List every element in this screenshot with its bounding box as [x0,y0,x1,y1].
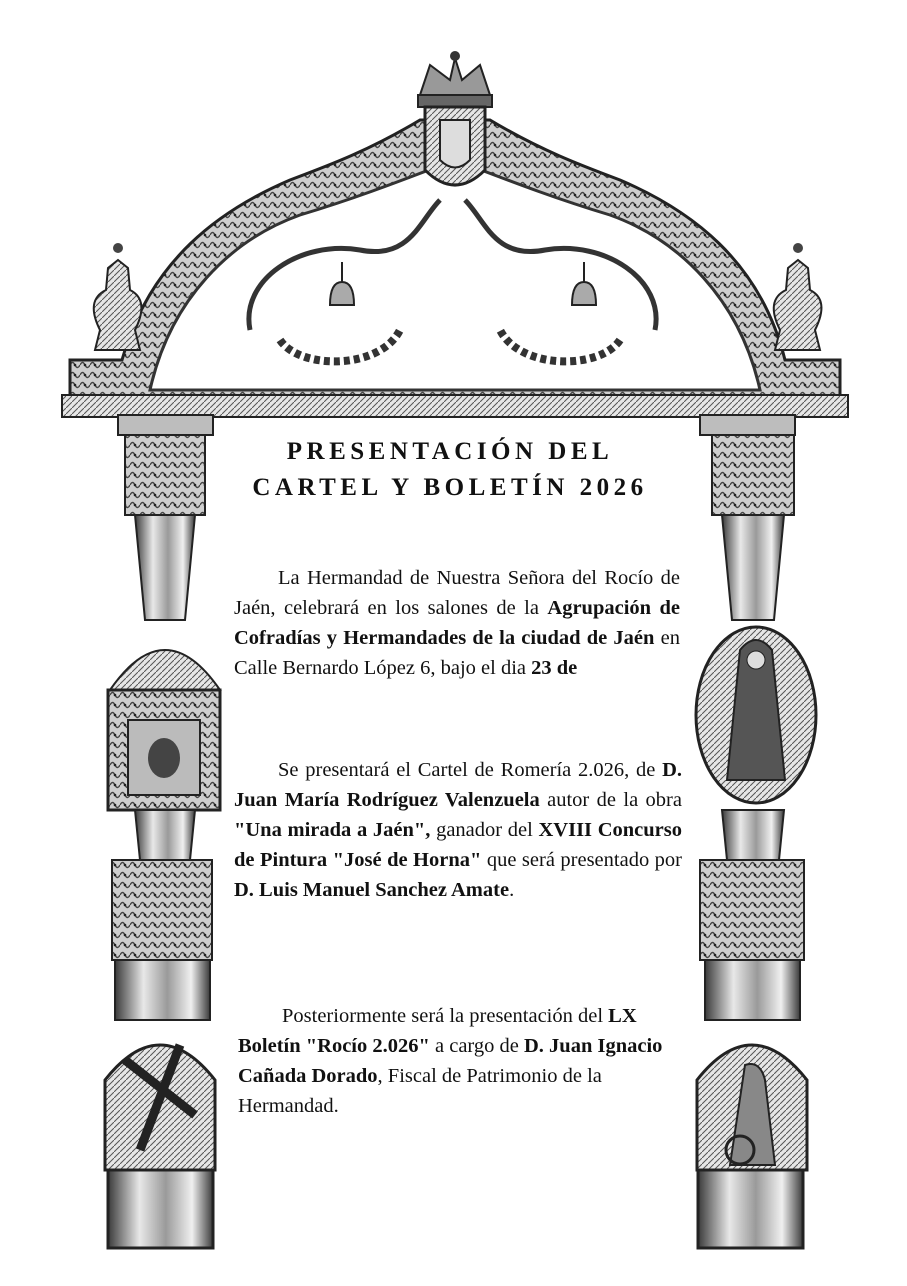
p2-contest: XVIII Concurso de Pintura "José de Horna" [234,819,682,871]
paragraph-poster-presentation [234,755,682,905]
p2-presenter: D. Luis Manuel Sanchez Amate [234,879,510,901]
p1-date: 23 de [531,657,578,679]
title-line-1: PRESENTACIÓN DEL [286,438,614,465]
p1-venue: Agrupación de Cofradías y Hermandades de la ciudad de Jaén [234,597,680,649]
p2-text-5: . [509,879,515,901]
p3-bulletin: LX Boletín "Rocío 2.026" [238,1005,637,1057]
p3-presenter: D. Juan Ignacio Cañada Dorado [238,1035,663,1087]
p2-text-2: autor de la obra [539,789,682,811]
p1-text-2: en Calle Bernardo López 6, bajo el dia [234,627,680,679]
p2-artwork: "Una mirada a Jaén", [234,819,431,841]
p2-text-4: que será presentado por [481,849,682,871]
column-left [105,435,220,1248]
p2-text-1: Se presentará el Cartel de Romería 2.026, de [278,759,663,781]
urn-right [774,243,822,350]
paragraph-event-details [234,563,680,683]
p3-text-3: , Fiscal de Patrimonio de la Hermandad. [238,1065,602,1117]
p2-text-3: ganador del [430,819,539,841]
p1-text-1: La Hermandad de Nuestra Señora del Rocío de Jaén, celebrará en los salones de la [234,567,680,619]
p3-text-2: a cargo de [429,1035,524,1057]
urn-left [94,243,142,350]
column-right [696,435,816,1248]
p2-author: D. Juan María Rodríguez Valenzuela [234,759,682,811]
title-line-2: CARTEL Y BOLETÍN 2026 [252,474,648,501]
paragraph-bulletin-presentation [238,1001,676,1121]
crown-shield [418,51,492,185]
p3-text-1: Posteriormente será la presentación del [282,1005,609,1027]
